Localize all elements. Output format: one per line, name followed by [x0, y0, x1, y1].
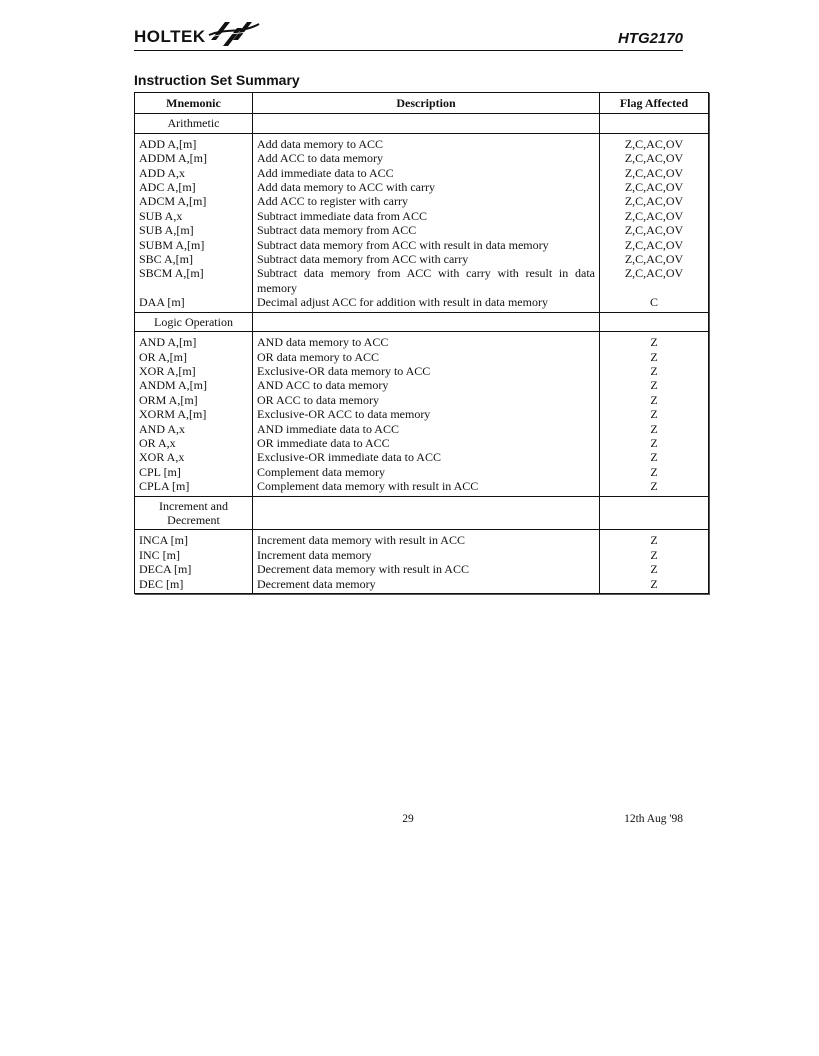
flags-cell: Z [650, 533, 658, 548]
description-cell: Exclusive-OR data memory to ACC [253, 364, 600, 378]
description-cell: Decrement data memory with result in ACC [253, 562, 600, 576]
page-number: 29 [402, 813, 414, 825]
category-flags-cell [600, 114, 709, 133]
table-row [135, 133, 709, 151]
mnemonic-cell: SUBM A,[m] [135, 238, 253, 252]
mnemonic-cell: ORM A,[m] [135, 393, 253, 407]
column-header-description: Description [253, 93, 600, 114]
description-cell: AND data memory to ACC [253, 332, 600, 350]
category-label: Increment and Decrement [135, 496, 253, 530]
flags-cell: Z,C,AC,OV [624, 136, 684, 151]
mnemonic-cell: ADDM A,[m] [135, 151, 253, 165]
table-row [135, 562, 709, 576]
mnemonic-cell: SUB A,[m] [135, 223, 253, 237]
category-label: Arithmetic [135, 114, 253, 133]
column-header-flags: Flag Affected [600, 93, 709, 114]
flags-cell: Z,C,AC,OV [624, 223, 684, 238]
description-cell: Decrement data memory [253, 577, 600, 594]
category-row [135, 312, 709, 331]
table-row [135, 422, 709, 436]
flags-cell: Z,C,AC,OV [624, 237, 684, 252]
category-label: Logic Operation [135, 312, 253, 331]
table-row [135, 332, 709, 350]
table-row [135, 166, 709, 180]
description-cell: Subtract immediate data from ACC [253, 209, 600, 223]
table-row [135, 364, 709, 378]
flags-cell: C [649, 295, 658, 310]
category-description-cell [253, 312, 600, 331]
document-id: HTG2170 [617, 30, 683, 47]
description-cell: OR data memory to ACC [253, 350, 600, 364]
mnemonic-cell: SBC A,[m] [135, 252, 253, 266]
table-row [135, 350, 709, 364]
description-cell: AND immediate data to ACC [253, 422, 600, 436]
flags-cell: Z [650, 435, 658, 450]
description-cell: AND ACC to data memory [253, 378, 600, 392]
mnemonic-cell: DAA [m] [135, 295, 253, 312]
table-row [135, 180, 709, 194]
flags-cell: Z,C,AC,OV [624, 151, 684, 166]
description-cell: Complement data memory with result in ACC [253, 479, 600, 496]
description-cell: Exclusive-OR immediate data to ACC [253, 450, 600, 464]
description-cell: Subtract data memory from ACC with carry with result in data memory [253, 266, 600, 295]
description-cell: Increment data memory with result in ACC [253, 530, 600, 548]
mnemonic-cell: XORM A,[m] [135, 407, 253, 421]
mnemonic-cell: SBCM A,[m] [135, 266, 253, 295]
description-cell: Subtract data memory from ACC with carry [253, 252, 600, 266]
table-row [135, 266, 709, 295]
table-header-row [135, 93, 709, 114]
description-cell: OR ACC to data memory [253, 393, 600, 407]
mnemonic-cell: DEC [m] [135, 577, 253, 594]
description-cell: Increment data memory [253, 548, 600, 562]
mnemonic-cell: AND A,x [135, 422, 253, 436]
description-cell: Decimal adjust ACC for addition with result in data memory [253, 295, 600, 312]
mnemonic-cell: CPLA [m] [135, 479, 253, 496]
description-cell: Complement data memory [253, 465, 600, 479]
table-row [135, 479, 709, 496]
table-row [135, 465, 709, 479]
table-row [135, 209, 709, 223]
flags-cell: Z [650, 407, 658, 422]
table-row [135, 223, 709, 237]
mnemonic-cell: XOR A,x [135, 450, 253, 464]
category-flags-cell [600, 496, 709, 530]
description-cell: Subtract data memory from ACC with result in data memory [253, 238, 600, 252]
flags-cell: Z [650, 349, 658, 364]
flags-cell: Z [650, 421, 658, 436]
flags-cell: Z [650, 335, 658, 350]
mnemonic-cell: INCA [m] [135, 530, 253, 548]
flags-cell: Z [650, 450, 658, 465]
table-row [135, 577, 709, 594]
table-row [135, 378, 709, 392]
table-row [135, 436, 709, 450]
table-row [135, 530, 709, 548]
flags-cell: Z,C,AC,OV [624, 194, 684, 209]
table-row [135, 450, 709, 464]
description-cell: OR immediate data to ACC [253, 436, 600, 450]
description-cell: Add data memory to ACC with carry [253, 180, 600, 194]
description-cell: Subtract data memory from ACC [253, 223, 600, 237]
mnemonic-cell: ADCM A,[m] [135, 194, 253, 208]
mnemonic-cell: DECA [m] [135, 562, 253, 576]
category-description-cell [253, 114, 600, 133]
description-cell: Add ACC to data memory [253, 151, 600, 165]
table-row [135, 295, 709, 312]
instruction-table [134, 92, 709, 594]
flags-cell: Z [650, 464, 658, 479]
flags-cell: Z [650, 378, 658, 393]
mnemonic-cell: AND A,[m] [135, 332, 253, 350]
category-row [135, 496, 709, 530]
section-title: Instruction Set Summary [134, 72, 300, 88]
table-row [135, 252, 709, 266]
flags-cell: Z [650, 392, 658, 407]
mnemonic-cell: OR A,[m] [135, 350, 253, 364]
flags-cell: Z,C,AC,OV [624, 165, 684, 180]
flags-cell: Z,C,AC,OV [624, 252, 684, 267]
column-header-mnemonic: Mnemonic [135, 93, 253, 114]
mnemonic-cell: ADD A,[m] [135, 133, 253, 151]
table-row [135, 151, 709, 165]
flags-cell: Z [650, 576, 658, 591]
table-row [135, 393, 709, 407]
flags-cell: Z [650, 547, 658, 562]
category-description-cell [253, 496, 600, 530]
description-cell: Exclusive-OR ACC to data memory [253, 407, 600, 421]
category-flags-cell [600, 312, 709, 331]
logo-text: HOLTEK [134, 27, 206, 46]
instruction-table-container [134, 92, 689, 594]
flags-cell: Z [650, 363, 658, 378]
description-cell: Add immediate data to ACC [253, 166, 600, 180]
holtek-logo-mark-icon [207, 18, 261, 48]
flags-cell: Z [650, 562, 658, 577]
flags-cell: Z,C,AC,OV [624, 266, 684, 281]
mnemonic-cell: XOR A,[m] [135, 364, 253, 378]
footer-date: 12th Aug '98 [624, 813, 683, 825]
table-row [135, 548, 709, 562]
flags-cell: Z [650, 479, 658, 494]
table-row [135, 407, 709, 421]
category-row [135, 114, 709, 133]
mnemonic-cell: INC [m] [135, 548, 253, 562]
description-cell: Add ACC to register with carry [253, 194, 600, 208]
mnemonic-cell: ADC A,[m] [135, 180, 253, 194]
mnemonic-cell: SUB A,x [135, 209, 253, 223]
mnemonic-cell: ANDM A,[m] [135, 378, 253, 392]
page-header [134, 14, 683, 51]
mnemonic-cell: ADD A,x [135, 166, 253, 180]
table-row [135, 238, 709, 252]
mnemonic-cell: OR A,x [135, 436, 253, 450]
table-row [135, 194, 709, 208]
holtek-logo [134, 18, 261, 48]
description-cell: Add data memory to ACC [253, 133, 600, 151]
mnemonic-cell: CPL [m] [135, 465, 253, 479]
flags-cell: Z,C,AC,OV [624, 180, 684, 195]
flags-cell: Z,C,AC,OV [624, 208, 684, 223]
